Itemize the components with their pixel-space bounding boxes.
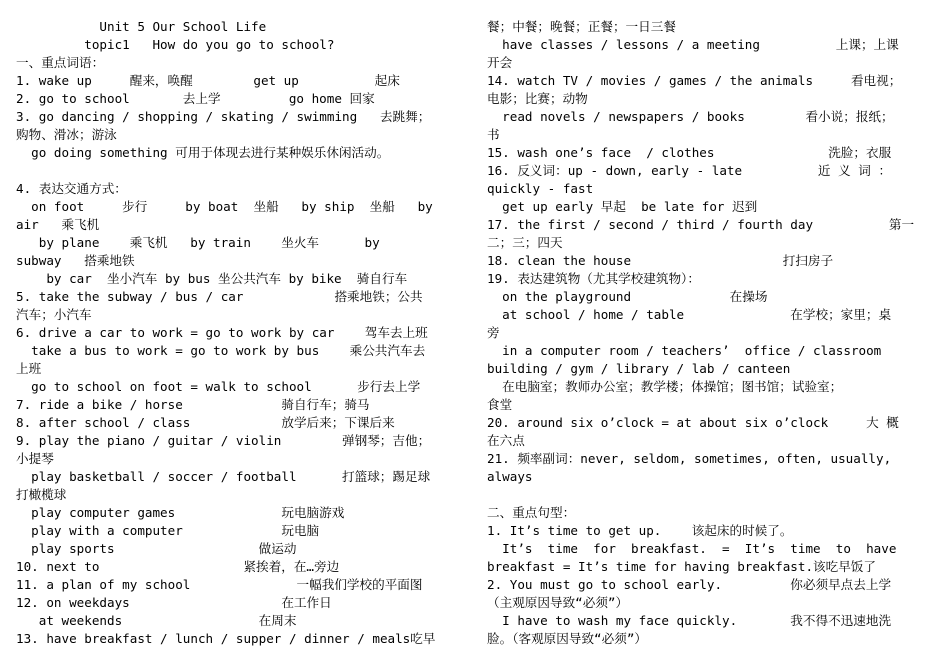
- left-text-line: go doing something 可用于体现去进行某种娱乐休闲活动。: [16, 145, 390, 160]
- left-text-line: 一、重点词语：: [16, 55, 105, 70]
- left-text-line: by plane 乘飞机 by train 坐火车 by: [16, 235, 380, 250]
- right-text-line: 15. wash one’s face / clothes 洗脸；衣服: [487, 145, 892, 160]
- left-text-line: go to school on foot = walk to school 步行去上学: [16, 379, 421, 394]
- right-text-line: get up early 早起 be late for 迟到: [487, 199, 758, 214]
- left-text-line: air 乘飞机: [16, 217, 100, 232]
- left-text-line: at weekends 在周末: [16, 613, 297, 628]
- right-text-line: breakfast = It’s time for having breakfast.该吃早饭了: [487, 559, 876, 574]
- left-text-line: 8. after school / class 放学后来；下课后来: [16, 415, 395, 430]
- right-text-line: 21. 频率副词：never, seldom, sometimes, often, usually,: [487, 451, 892, 466]
- left-text-line: play with a computer 玩电脑: [16, 523, 320, 538]
- right-text-line: 19. 表达建筑物（尤其学校建筑物）：: [487, 271, 700, 286]
- right-column: [487, 18, 934, 648]
- left-text-line: by car 坐小汽车 by bus 坐公共汽车 by bike 骑自行车: [16, 271, 408, 286]
- right-text-line: in a computer room / teachers’ office / classroom: [487, 343, 882, 358]
- right-text-line: 在电脑室；教师办公室；教学楼；体操馆；图书馆；试验室；: [487, 379, 843, 394]
- left-text-line: 7. ride a bike / horse 骑自行车；骑马: [16, 397, 370, 412]
- left-text-line: play sports 做运动: [16, 541, 297, 556]
- left-column: [16, 18, 464, 648]
- right-text-line: 1. It’s time to get up. 该起床的时候了。: [487, 523, 793, 538]
- right-text-line: 在六点: [487, 433, 525, 448]
- left-text-line: 5. take the subway / bus / car 搭乘地铁；公共: [16, 289, 423, 304]
- right-text-line: 书: [487, 127, 500, 142]
- left-text-line: 9. play the piano / guitar / violin 弹钢琴；吉他；: [16, 433, 431, 448]
- left-text-line: [16, 162, 464, 180]
- right-text-line: 14. watch TV / movies / games / the animals 看电视；: [487, 73, 902, 88]
- right-text-line: [487, 486, 934, 504]
- right-text-line: 脸。（客观原因导致“必须”）: [487, 631, 647, 646]
- left-text-line: 购物、滑冰；游泳: [16, 127, 117, 142]
- left-text-line: Unit 5 Our School Life: [16, 19, 267, 34]
- left-text-line: 13. have breakfast / lunch / supper / dinner / meals吃早: [16, 631, 436, 646]
- right-text-line: on the playground 在操场: [487, 289, 768, 304]
- left-text-line: 10. next to 紧挨着，在…旁边: [16, 559, 340, 574]
- right-text-line: 餐；中餐；晚餐；正餐；一日三餐: [487, 19, 676, 34]
- right-text-line: 18. clean the house 打扫房子: [487, 253, 834, 268]
- right-text-line: 开会: [487, 55, 513, 70]
- left-text-line: play basketball / soccer / football 打篮球；踢足球: [16, 469, 431, 484]
- right-text-line: It’s time for breakfast. = It’s time to have: [487, 541, 897, 556]
- left-text-line: 打橄榄球: [16, 487, 67, 502]
- right-text-line: 二、重点句型：: [487, 505, 576, 520]
- right-text-line: 16. 反义词：up - down, early - late 近 义 词 ：: [487, 163, 892, 178]
- right-text-line: 17. the first / second / third / fourth day 第一: [487, 217, 915, 232]
- left-text-line: on foot 步行 by boat 坐船 by ship 坐船 by: [16, 199, 433, 214]
- left-text-line: 2. go to school 去上学 go home 回家: [16, 91, 375, 106]
- right-text-line: 二；三；四天: [487, 235, 563, 250]
- right-text-line: （主观原因导致“必须”）: [487, 595, 629, 610]
- right-text-line: have classes / lessons / a meeting 上课；上课: [487, 37, 899, 52]
- left-text-line: 上班: [16, 361, 42, 376]
- right-text-line: quickly - fast: [487, 181, 594, 196]
- left-text-line: 11. a plan of my school 一幅我们学校的平面图: [16, 577, 423, 592]
- right-text-line: 旁: [487, 325, 500, 340]
- left-text-line: 汽车；小汽车: [16, 307, 92, 322]
- left-text-line: 6. drive a car to work = go to work by car 驾车去上班: [16, 325, 428, 340]
- left-text-line: 3. go dancing / shopping / skating / swimming 去跳舞；: [16, 109, 431, 124]
- right-text-line: at school / home / table 在学校；家里；桌: [487, 307, 892, 322]
- left-text-line: 1. wake up 醒来，唤醒 get up 起床: [16, 73, 400, 88]
- right-text-line: always: [487, 469, 533, 484]
- left-text-line: play computer games 玩电脑游戏: [16, 505, 345, 520]
- left-text-line: topic1 How do you go to school?: [16, 37, 335, 52]
- right-text-line: building / gym / library / lab / canteen: [487, 361, 791, 376]
- left-text-line: 12. on weekdays 在工作日: [16, 595, 332, 610]
- left-text-line: subway 搭乘地铁: [16, 253, 135, 268]
- right-text-line: 20. around six o’clock = at about six o’clock 大 概: [487, 415, 899, 430]
- left-text-line: take a bus to work = go to work by bus 乘公共汽车去: [16, 343, 426, 358]
- right-text-line: 电影；比赛；动物: [487, 91, 588, 106]
- left-text-line: 4. 表达交通方式：: [16, 181, 127, 196]
- right-text-line: I have to wash my face quickly. 我不得不迅速地洗: [487, 613, 892, 628]
- right-text-line: 2. You must go to school early. 你必须早点去上学: [487, 577, 892, 592]
- right-text-line: read novels / newspapers / books 看小说；报纸；: [487, 109, 894, 124]
- right-text-line: 食堂: [487, 397, 513, 412]
- left-text-line: 小提琴: [16, 451, 54, 466]
